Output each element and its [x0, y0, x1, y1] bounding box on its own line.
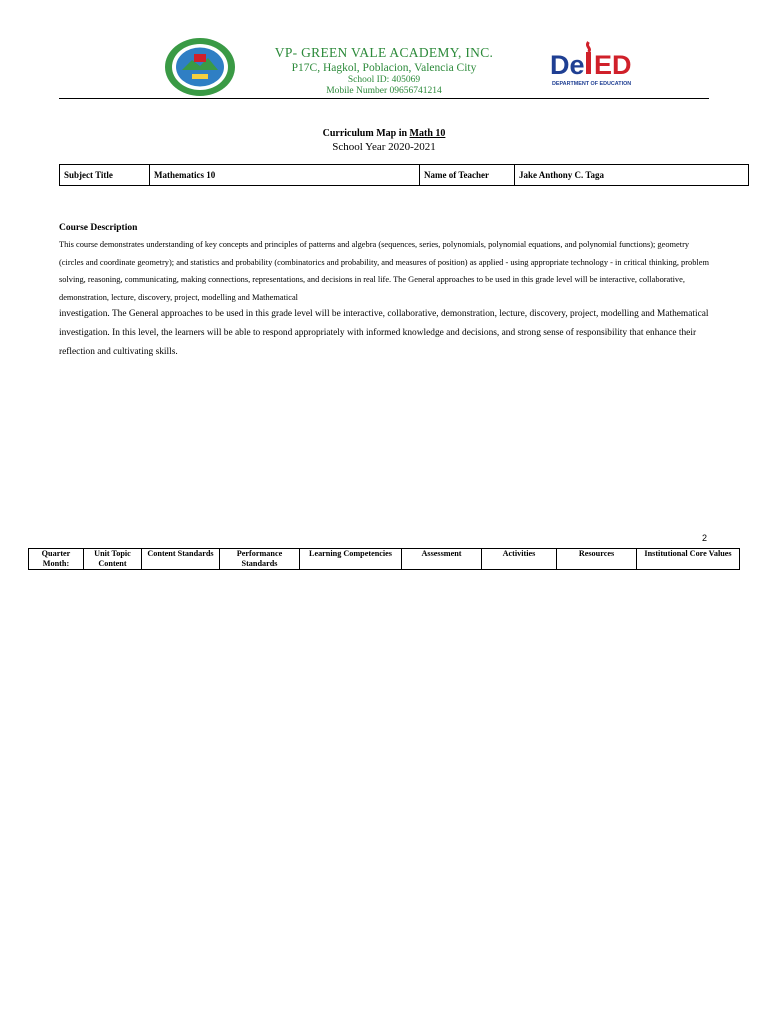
header-core-values: Institutional Core Values — [637, 549, 740, 570]
svg-text:De: De — [550, 50, 585, 80]
subject-title-value: Mathematics 10 — [150, 165, 420, 186]
header-resources: Resources — [557, 549, 637, 570]
header-performance-standards: Performance Standards — [220, 549, 300, 570]
title-subject: Math 10 — [409, 128, 446, 139]
subject-info-row — [60, 165, 749, 186]
header-assessment: Assessment — [402, 549, 482, 570]
school-seal-logo — [162, 36, 238, 98]
deped-logo — [548, 38, 640, 90]
header-content-standards: Content Standards — [142, 549, 220, 570]
teacher-name-value: Jake Anthony C. Taga — [515, 165, 749, 186]
subject-info-table — [59, 164, 749, 186]
svg-text:ED: ED — [594, 50, 632, 80]
teacher-name-label: Name of Teacher — [420, 165, 515, 186]
title-prefix: Curriculum Map in — [322, 128, 410, 139]
course-description-heading: Course Description — [59, 223, 138, 233]
school-mobile: Mobile Number 09656741214 — [326, 86, 442, 96]
header-activities: Activities — [482, 549, 557, 570]
header-quarter-month: Quarter Month: — [29, 549, 84, 570]
page-number: 2 — [702, 533, 708, 543]
svg-text:DEPARTMENT OF EDUCATION: DEPARTMENT OF EDUCATION — [552, 81, 632, 87]
course-description-paragraph-1: This course demonstrates understanding of key concepts and principles of patterns and algebra (sequences, series, polynomials, polynomial equations, and polynomial functions); geometry (circles and coordinate geometry); and statistics and probability (combinatorics and probability, and measures of position) as applied - using appropriate technology - in critical thinking, problem solving, reasoning, communicating, making connections, representations, and decisions in real life. The General approaches to be used in this grade level will be interactive, collaborative, demonstration, lecture, discovery, project, modelling and Mathematical — [59, 240, 709, 302]
subject-title-label: Subject Title — [60, 165, 150, 186]
course-description-paragraph-2: investigation. The General approaches to be used in this grade level will be interactive, collaborative, demonstration, lecture, discovery, project, modelling and Mathematical investigation. In this level, the learners will be able to respond appropriately with informed knowledge and decisions, and strong sense of responsibility that enhance their reflection and cultivating skills. — [59, 309, 709, 357]
school-year: School Year 2020-2021 — [332, 141, 436, 153]
curriculum-map-table — [28, 548, 740, 570]
header-learning-competencies: Learning Competencies — [300, 549, 402, 570]
document-title — [0, 128, 768, 139]
header-divider — [59, 98, 709, 99]
school-name: VP- GREEN VALE ACADEMY, INC. — [274, 45, 494, 60]
school-id: School ID: 405069 — [347, 75, 421, 85]
header-unit-topic: Unit Topic Content — [84, 549, 142, 570]
school-address: P17C, Hagkol, Poblacion, Valencia City — [291, 62, 477, 74]
curriculum-map-header-row — [29, 549, 740, 570]
